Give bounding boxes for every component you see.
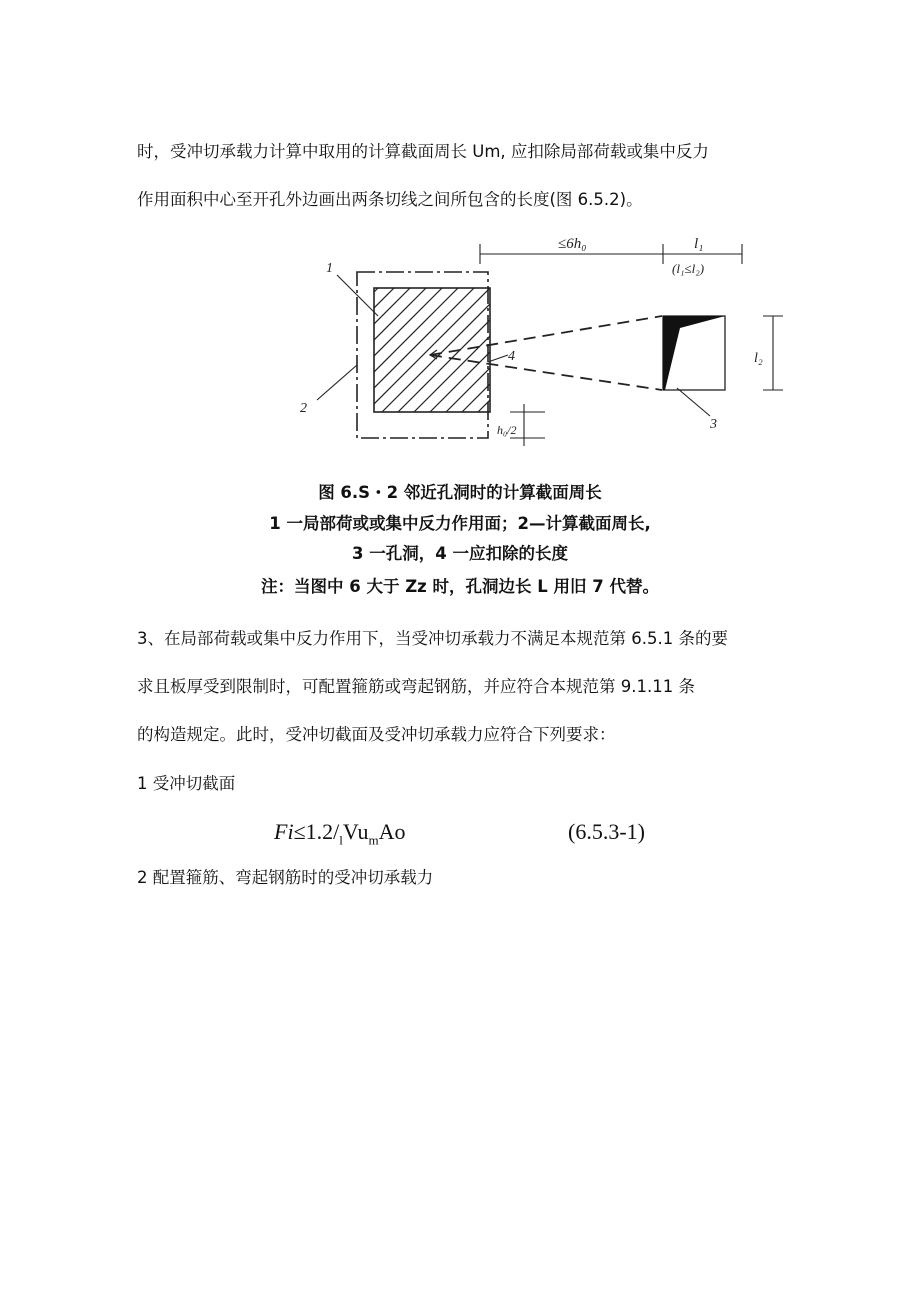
deducted-region [663,316,725,390]
dim-l2: l₂ [754,351,763,366]
label-1: 1 [326,261,333,276]
list-item-1: 1 受冲切截面 [137,774,236,793]
dim-h0-half: h₀/2 [497,423,517,437]
figure-note: 注：当图中 6 大于 Zz 时，孔洞边长 L 用旧 7 代替。 [261,577,659,596]
paragraph-line: 时，受冲切承载力计算中取用的计算截面周长 Um, 应扣除局部荷载或集中反力 [137,142,709,161]
leader-2 [317,365,357,400]
dim-condition: (l₁≤l₂) [672,261,705,276]
list-item-2: 2 配置箍筋、弯起钢筋时的受冲切承载力 [137,868,434,887]
paragraph-line: 3、在局部荷载或集中反力作用下，当受冲切承载力不满足本规范第 6.5.1 条的要 [137,629,728,648]
label-4: 4 [508,349,515,364]
label-2: 2 [300,401,307,416]
figure-legend-1: 1 一局部荷或或集中反力作用面；2—计算截面周长, [269,514,651,533]
paragraph-line: 求且板厚受到限制时，可配置箍筋或弯起钢筋，并应符合本规范第 9.1.11 条 [137,677,695,696]
punching-shear-figure [280,236,800,456]
label-3: 3 [710,417,717,432]
dim-6h0: ≤6h₀ [558,236,587,252]
leader-3 [677,388,710,416]
figure-legend-2: 3 一孔洞，4 一应扣除的长度 [352,544,568,563]
leader-4 [488,355,508,362]
loaded-area [280,288,602,412]
paragraph-line: 的构造规定。此时，受冲切截面及受冲切承载力应符合下列要求： [137,725,616,744]
formula-number: (6.5.3-1) [568,819,645,844]
figure-title: 图 6.S・2 邻近孔洞时的计算截面周长 [318,483,602,502]
l2-dimension [763,316,783,390]
tangent-lines [430,316,662,390]
paragraph-line: 作用面积中心至开孔外边画出两条切线之间所包含的长度(图 6.5.2)。 [137,190,643,209]
formula: $Fi\le 1.2/_lVu_mAo$ [274,819,406,848]
dim-l1: l₁ [694,236,704,252]
